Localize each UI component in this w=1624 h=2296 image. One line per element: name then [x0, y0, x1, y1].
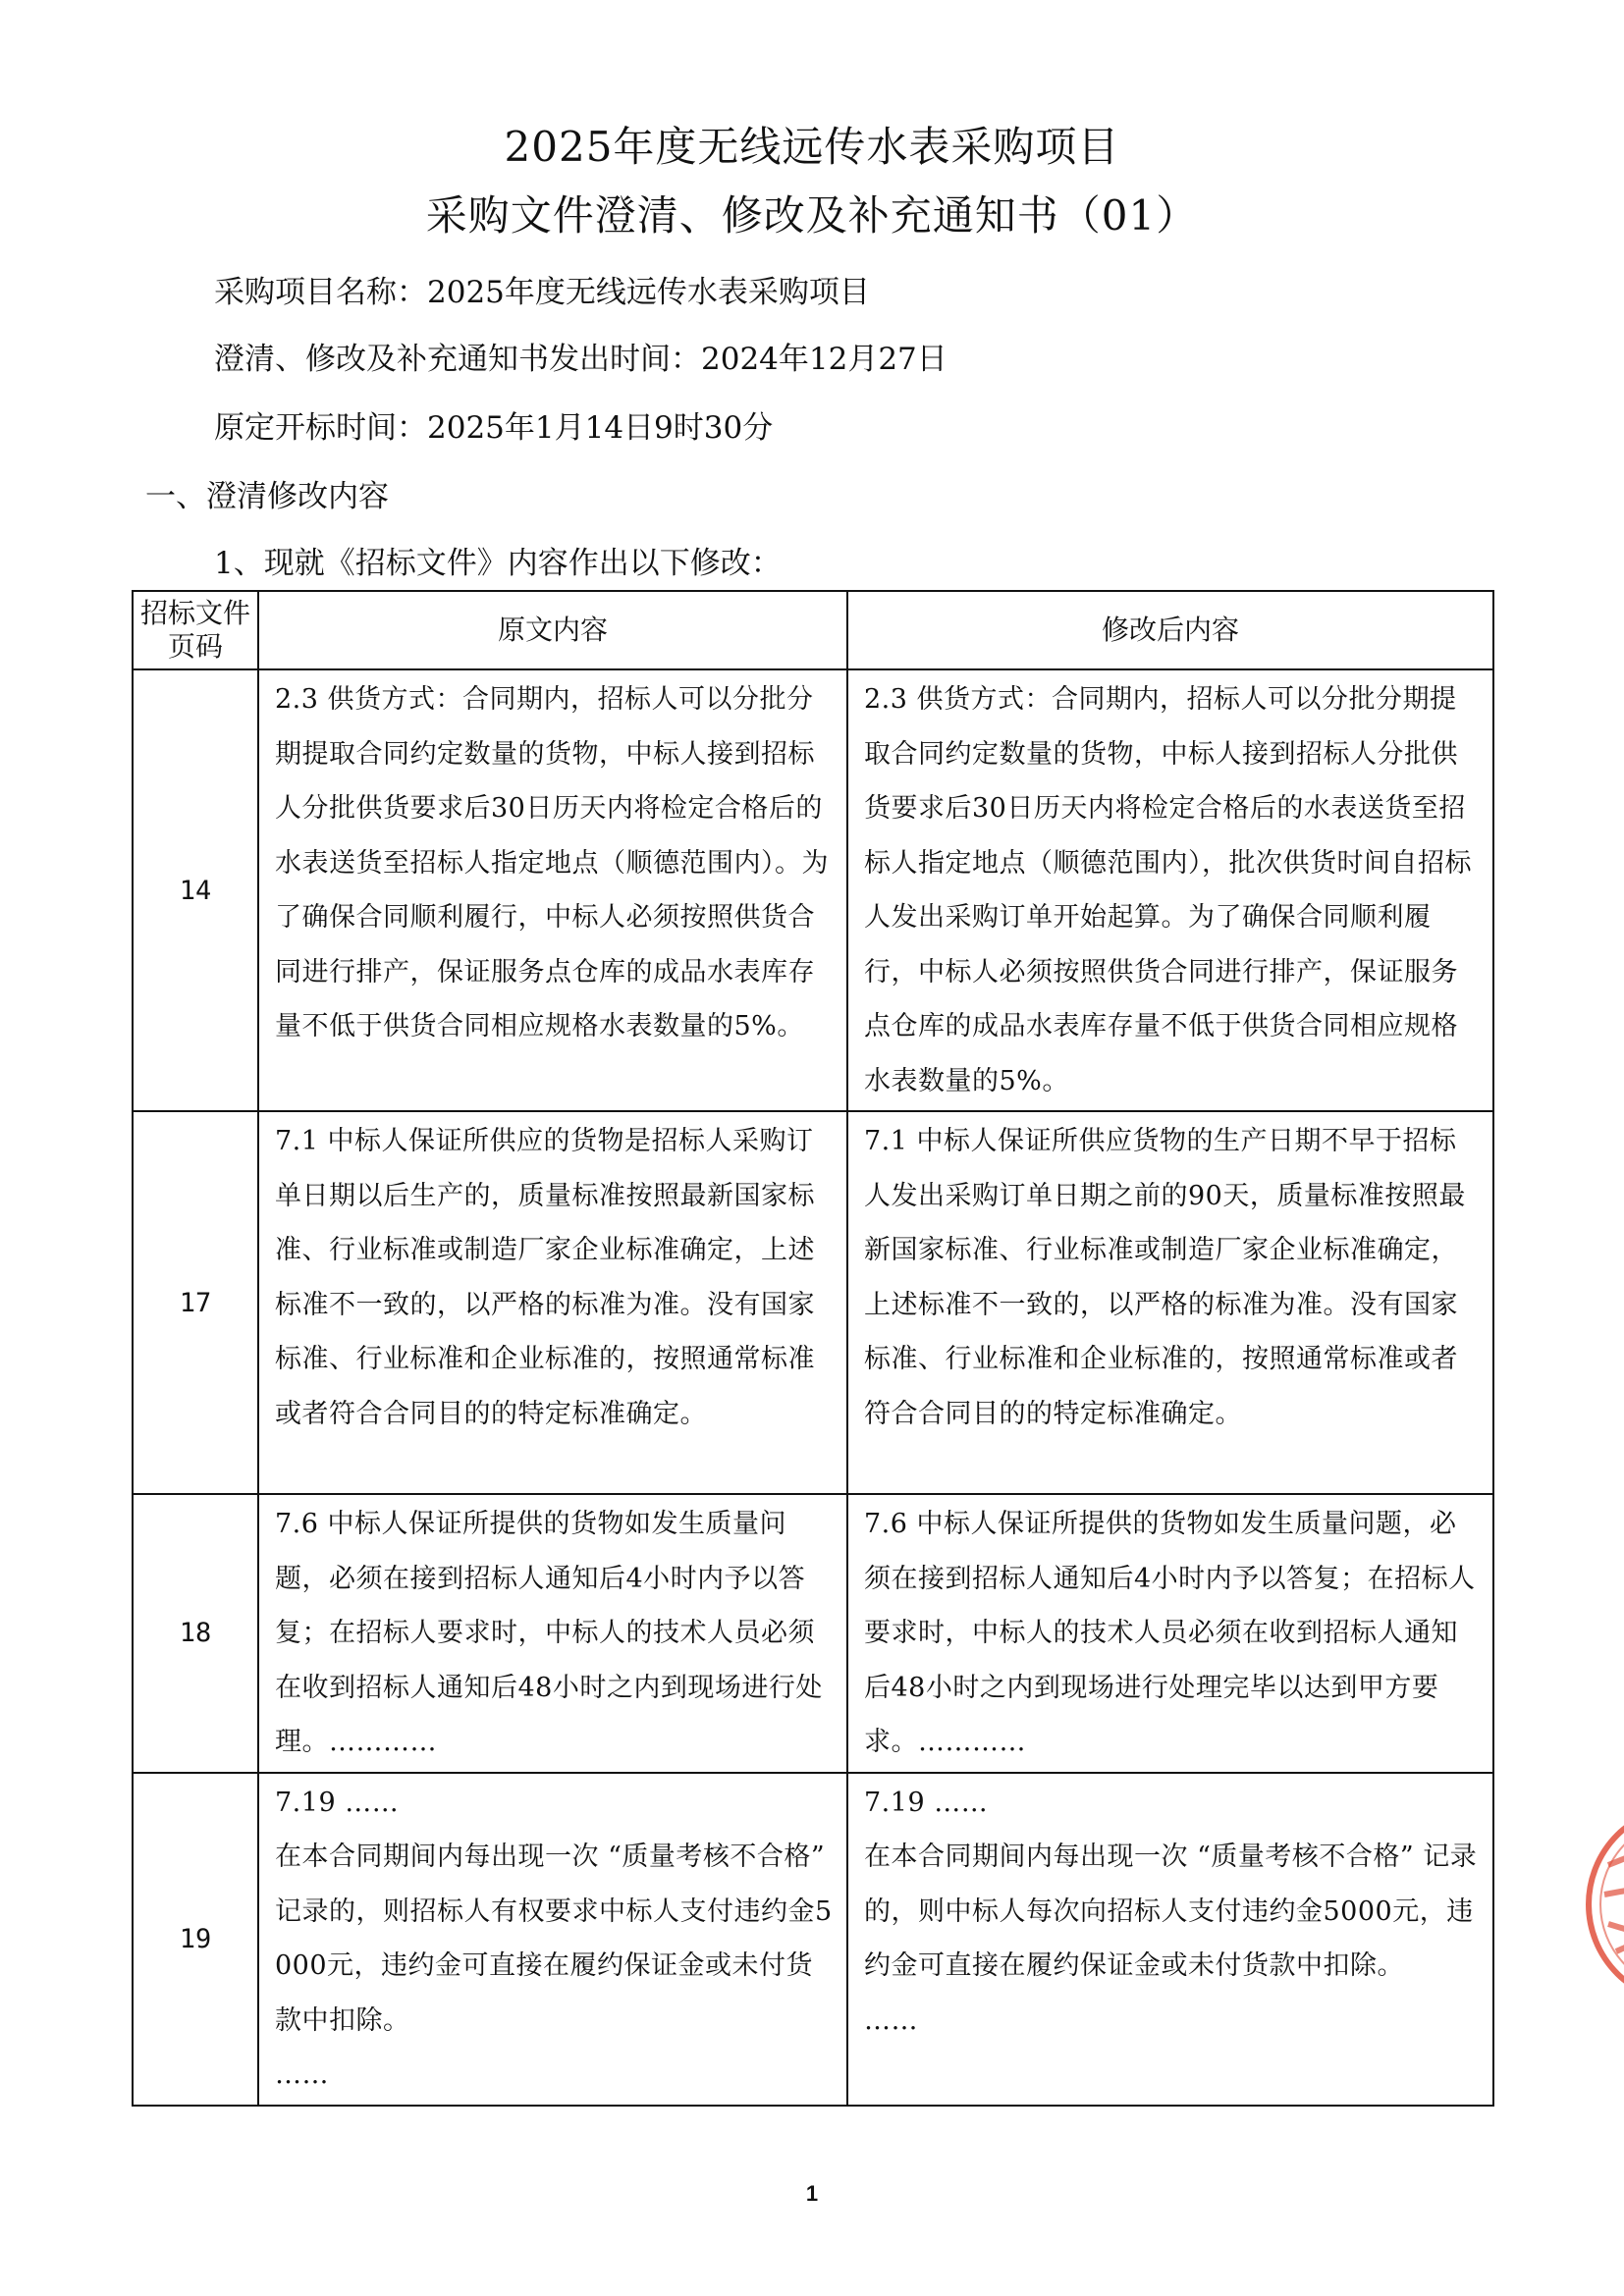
table-header-row [133, 591, 1493, 669]
original-bid-opening-time: 原定开标时间：2025年1月14日9时30分 [214, 410, 774, 446]
row-original-content [258, 1773, 847, 2106]
notice-issue-time: 澄清、修改及补充通知书发出时间：2024年12月27日 [214, 342, 947, 377]
clause-ellipsis: …… [275, 2059, 329, 2090]
clause-number: 7.19 …… [864, 1787, 989, 1818]
clause-ellipsis: …… [864, 2004, 918, 2036]
row-original-content: 2.3 供货方式：合同期内，招标人可以分批分期提取合同约定数量的货物，中标人接到招标人分批供货要求后30日历天内将检定合格后的水表送货至招标人指定地点（顺德范围内）。为了确保合同顺利履行，中标人必须按照供货合同进行排产，保证服务点仓库的成品水表库存量不低于供货合同相应规格水表数量的5%。 [258, 669, 847, 1111]
revisions-table [132, 590, 1494, 2107]
clause-number: 7.19 …… [275, 1787, 400, 1818]
table-row [133, 1494, 1493, 1773]
table-row [133, 669, 1493, 1111]
row-page-number: 17 [133, 1111, 258, 1494]
header-original-content: 原文内容 [258, 591, 847, 669]
page-number: 1 [805, 2181, 819, 2206]
row-original-content: 7.6 中标人保证所提供的货物如发生质量问题，必须在接到招标人通知后4小时内予以答复；在招标人要求时，中标人的技术人员必须在收到招标人通知后48小时之内到现场进行处理。………… [258, 1494, 847, 1773]
section-heading: 一、澄清修改内容 [145, 479, 389, 514]
section-intro: 1、现就《招标文件》内容作出以下修改： [214, 546, 782, 581]
row-revised-content [847, 1773, 1493, 2106]
project-name: 采购项目名称：2025年度无线远传水表采购项目 [214, 275, 870, 310]
official-seal-stamp [1569, 1796, 1624, 2012]
row-page-number: 19 [133, 1773, 258, 2106]
row-page-number: 18 [133, 1494, 258, 1773]
row-page-number: 14 [133, 669, 258, 1111]
document-title-line-1: 2025年度无线远传水表采购项目 [504, 123, 1120, 171]
table-row [133, 1111, 1493, 1494]
document-title-line-2: 采购文件澄清、修改及补充通知书（01） [425, 191, 1199, 240]
row-revised-content: 2.3 供货方式：合同期内，招标人可以分批分期提取合同约定数量的货物，中标人接到招标人分批供货要求后30日历天内将检定合格后的水表送货至招标人指定地点（顺德范围内），批次供货时间自招标人发出采购订单开始起算。为了确保合同顺利履行，中标人必须按照供货合同进行排产，保证服务点仓库的成品水表库存量不低于供货合同相应规格水表数量的5%。 [847, 669, 1493, 1111]
row-original-content: 7.1 中标人保证所供应的货物是招标人采购订单日期以后生产的，质量标准按照最新国家标准、行业标准或制造厂家企业标准确定，上述标准不一致的，以严格的标准为准。没有国家标准、行业标准和企业标准的，按照通常标准或者符合合同目的的特定标准确定。 [258, 1111, 847, 1494]
header-revised-content: 修改后内容 [847, 591, 1493, 669]
row-revised-content: 7.1 中标人保证所供应货物的生产日期不早于招标人发出采购订单日期之前的90天，质量标准按照最新国家标准、行业标准或制造厂家企业标准确定，上述标准不一致的，以严格的标准为准。没有国家标准、行业标准和企业标准的，按照通常标准或者符合合同目的的特定标准确定。 [847, 1111, 1493, 1494]
table-row [133, 1773, 1493, 2106]
row-revised-content: 7.6 中标人保证所提供的货物如发生质量问题，必须在接到招标人通知后4小时内予以答复；在招标人要求时，中标人的技术人员必须在收到招标人通知后48小时之内到现场进行处理完毕以达到甲方要求。………… [847, 1494, 1493, 1773]
clause-body: 在本合同期间内每出现一次 “质量考核不合格” 记录的，则招标人有权要求中标人支付违约金5000元，违约金可直接在履约保证金或未付货款中扣除。 [275, 1842, 833, 2036]
clause-body: 在本合同期间内每出现一次 “质量考核不合格” 记录的，则中标人每次向招标人支付违约金5000元，违约金可直接在履约保证金或未付货款中扣除。 [864, 1842, 1478, 1981]
header-page-number: 招标文件页码 [133, 591, 258, 669]
